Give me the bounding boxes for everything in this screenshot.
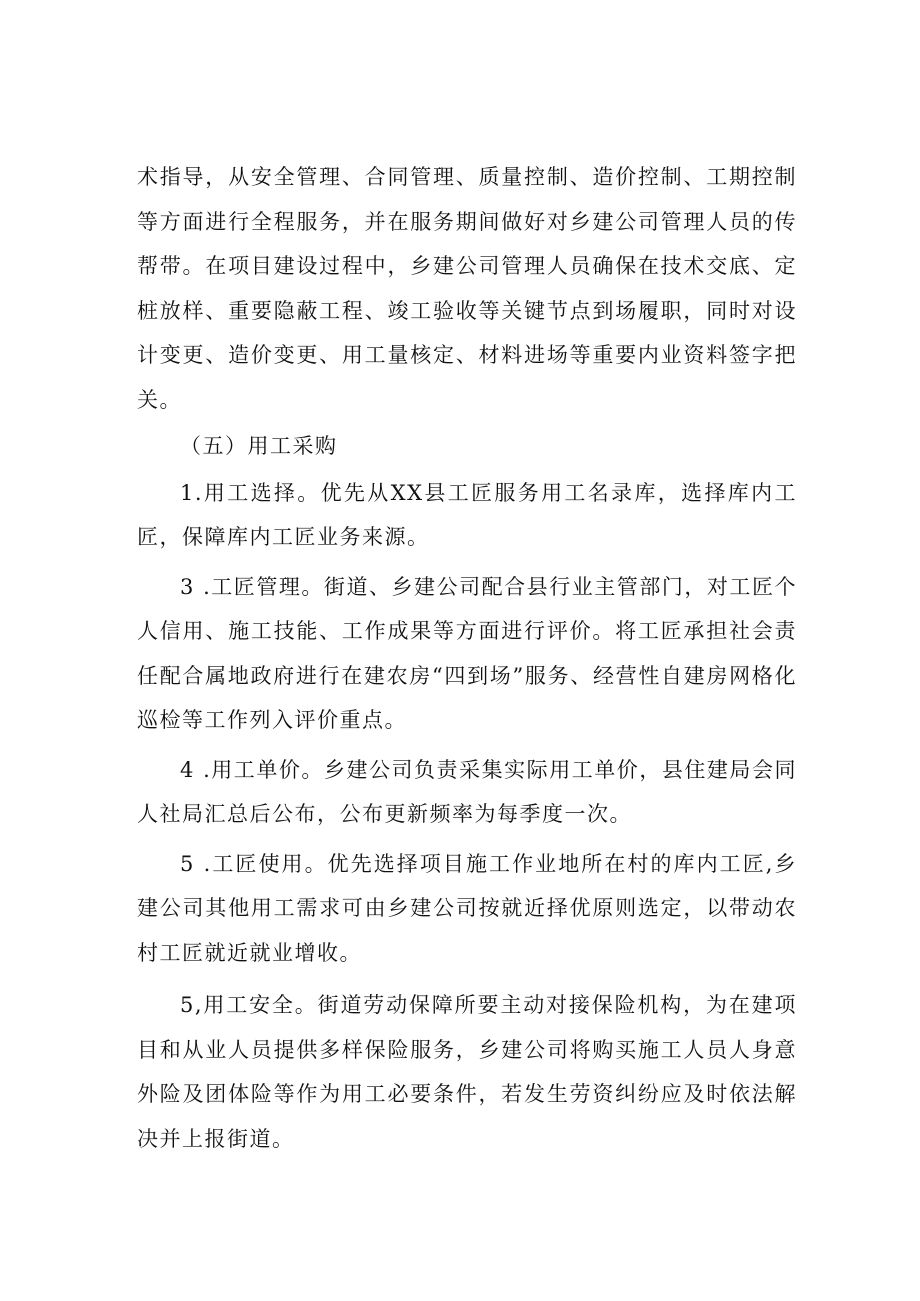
paragraph-labor-selection: 1.用工选择。优先从XX县工匠服务用工名录库，选择库内工匠，保障库内工匠业务来源。 bbox=[137, 480, 797, 549]
paragraph-labor-safety: 5,用工安全。街道劳动保障所要主动对接保险机构，为在建项目和从业人员提供多样保险服务，乡建公司将购买施工人员人身意外险及团体险等作为用工必要条件，若发生劳资纠纷应及时依法解决并上报街道。 bbox=[137, 993, 797, 1151]
paragraph-continued-guidance: 术指导，从安全管理、合同管理、质量控制、造价控制、工期控制等方面进行全程服务，并在服务期间做好对乡建公司管理人员的传帮带。在项目建设过程中，乡建公司管理人员确保在技术交底、定桩放样、重要隐蔽工程、竣工验收等关键节点到场履职，同时对设计变更、造价变更、用工量核定、材料进场等重要内业资料签字把关。 bbox=[137, 165, 797, 412]
document-body bbox=[137, 155, 797, 1161]
paragraph-labor-unit-price: 4 .用工单价。乡建公司负责采集实际用工单价，县住建局会同人社局汇总后公布，公布更新频率为每季度一次。 bbox=[137, 757, 797, 826]
paragraph-craftsman-management: 3 .工匠管理。街道、乡建公司配合县行业主管部门，对工匠个人信用、施工技能、工作成果等方面进行评价。将工匠承担社会责任配合属地政府进行在建农房“四到场”服务、经营性自建房网格化巡检等工作列入评价重点。 bbox=[137, 574, 797, 732]
paragraph-craftsman-usage: 5 .工匠使用。优先选择项目施工作业地所在村的库内工匠,乡建公司其他用工需求可由乡建公司按就近择优原则选定，以带动农村工匠就近就业增收。 bbox=[137, 851, 797, 965]
section-heading-labor-procurement: （五）用工采购 bbox=[180, 434, 338, 458]
